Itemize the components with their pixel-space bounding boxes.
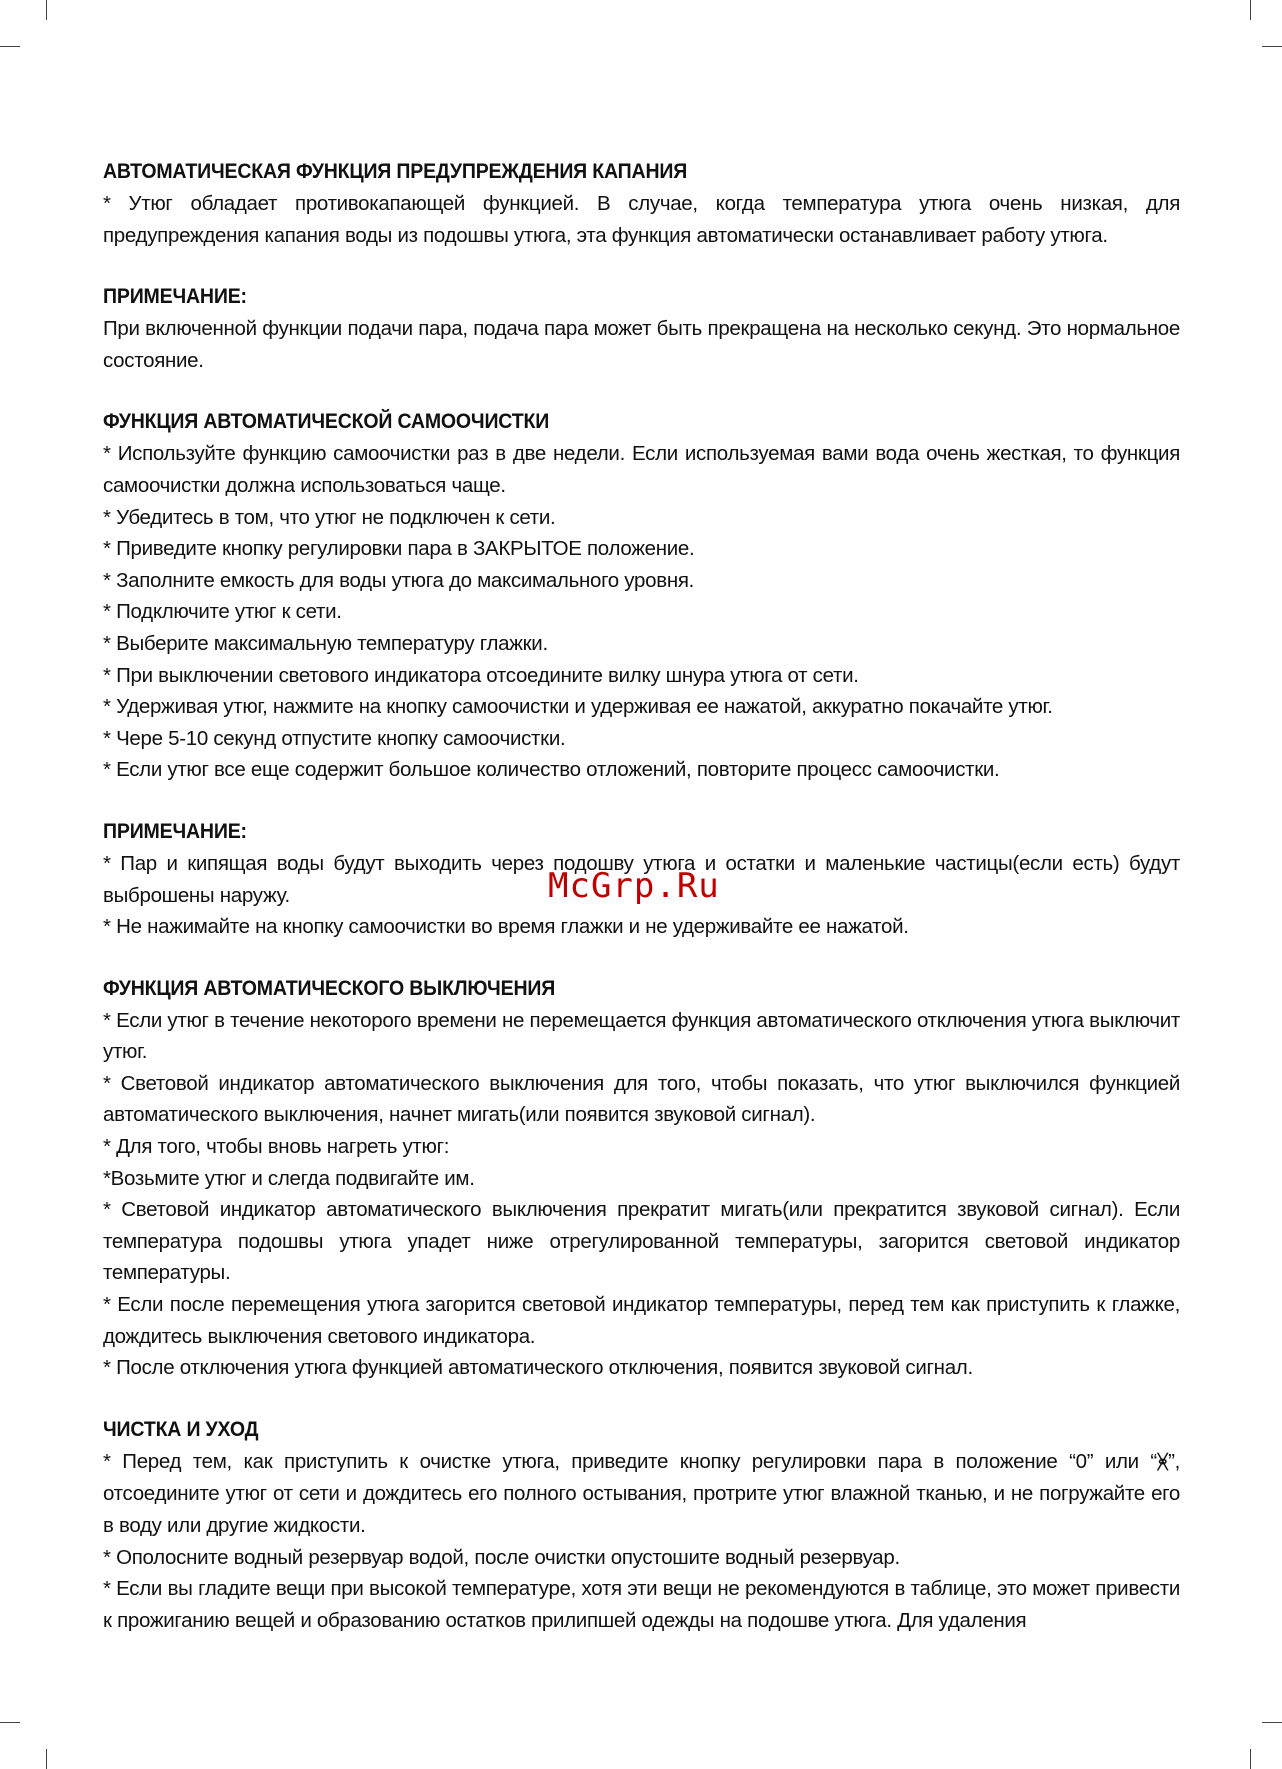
section-heading: ПРИМЕЧАНИЕ: [103,285,247,309]
paragraph: * Световой индикатор автоматического выключения прекратит мигать(или прекратится звуковой сигнал). Если температура подошвы утюга упадет ниже отрегулированной температуры, загорится световой индикатор температуры. [103,1198,1180,1285]
paragraph: * При выключении светового индикатора отсоедините вилку шнура утюга от сети. [103,663,859,687]
crop-mark [0,1722,20,1723]
paragraph: * Не нажимайте на кнопку самоочистки во время глажки и не удерживайте ее нажатой. [103,915,909,939]
section-anti-drip [103,156,1180,251]
paragraph: * Ополосните водный резервуар водой, после очистки опустошите водный резервуар. [103,1545,900,1569]
crop-mark [46,0,47,20]
paragraph: * Удерживая утюг, нажмите на кнопку самоочистки и удерживая ее нажатой, аккуратно покачайте утюг. [103,695,1053,719]
watermark: McGrp.Ru [548,866,720,906]
paragraph: * После отключения утюга функцией автоматического отключения, появится звуковой сигнал. [103,1356,973,1380]
section-heading: АВТОМАТИЧЕСКАЯ ФУНКЦИЯ ПРЕДУПРЕЖДЕНИЯ КАПАНИЯ [103,160,688,183]
paragraph-text: * Перед тем, как приступить к очистке утюга, приведите кнопку регулировки пара в положение “0” или “ [103,1449,1157,1473]
paragraph: При включенной функции подачи пара, подача пара может быть прекращена на несколько секунд. Это нормальное состояние. [103,317,1180,372]
paragraph: * Убедитесь в том, что утюг не подключен к сети. [103,505,556,529]
paragraph: * Для того, чтобы вновь нагреть утюг: [103,1135,450,1159]
paragraph: * Заполните емкость для воды утюга до максимального уровня. [103,568,695,592]
paragraph: * Если утюг все еще содержит большое количество отложений, повторите процесс самоочистки. [103,758,1000,782]
crop-mark [0,46,20,47]
paragraph: * Используйте функцию самоочистки раз в две недели. Если используемая вами вода очень жесткая, то функция самоочистки должна использоваться чаще. [103,442,1180,497]
crop-mark [1262,46,1282,47]
paragraph-text: ”, отсоедините утюг от сети и дождитесь его полного остывания, протрите утюг влажной тканью, и не погружайте его в воду или другие жидкости. [103,1449,1180,1537]
paragraph: * Подключите утюг к сети. [103,600,342,624]
paragraph: * Выберите максимальную температуру глажки. [103,631,548,655]
paragraph [103,1446,1180,1542]
steam-off-icon: ᚸ [1156,1451,1169,1473]
paragraph: * Чере 5-10 секунд отпустите кнопку самоочистки. [103,726,566,750]
paragraph: * Если вы гладите вещи при высокой температуре, хотя эти вещи не рекомендуются в таблице, это может привести к прожиганию вещей и образованию остатков прилипшей одежды на подошве утюга. Для удаления [103,1577,1180,1632]
paragraph: * Пар и кипящая воды будут выходить через подошву утюга и остатки и маленькие частицы(если есть) будут выброшены наружу. [103,851,1180,907]
section-auto-off [103,973,1180,1384]
section-heading: ФУНКЦИЯ АВТОМАТИЧЕСКОГО ВЫКЛЮЧЕНИЯ [103,976,556,1000]
section-note-steam [103,281,1180,376]
section-self-clean [103,406,1180,786]
paragraph: * Утюг обладает противокапающей функцией. В случае, когда температура утюга очень низкая, для предупреждения капания воды из подошвы утюга, эта функция автоматически останавливает работу утюга. [103,192,1180,247]
document-body [103,156,1180,1666]
paragraph: * Если утюг в течение некоторого времени не перемещается функция автоматического отключения утюга выключит утюг. [103,1008,1180,1064]
crop-mark [1250,0,1251,20]
section-heading: ЧИСТКА И УХОД [103,1417,259,1441]
paragraph: * Световой индикатор автоматического выключения для того, чтобы показать, что утюг выключился функцией автоматического выключения, начнет мигать(или появится звуковой сигнал). [103,1071,1180,1127]
paragraph: *Возьмите утюг и слегда подвигайте им. [103,1166,475,1190]
crop-mark [1262,1722,1282,1723]
section-cleaning-care [103,1414,1180,1637]
crop-mark [46,1749,47,1769]
section-heading: ФУНКЦИЯ АВТОМАТИЧЕСКОЙ САМООЧИСТКИ [103,410,550,434]
crop-mark [1250,1749,1251,1769]
section-heading: ПРИМЕЧАНИЕ: [103,819,247,843]
paragraph: * Приведите кнопку регулировки пара в ЗАКРЫТОЕ положение. [103,537,695,561]
paragraph: * Если после перемещения утюга загорится световой индикатор температуры, перед тем как приступить к глажке, дождитесь выключения светового индикатора. [103,1293,1180,1348]
